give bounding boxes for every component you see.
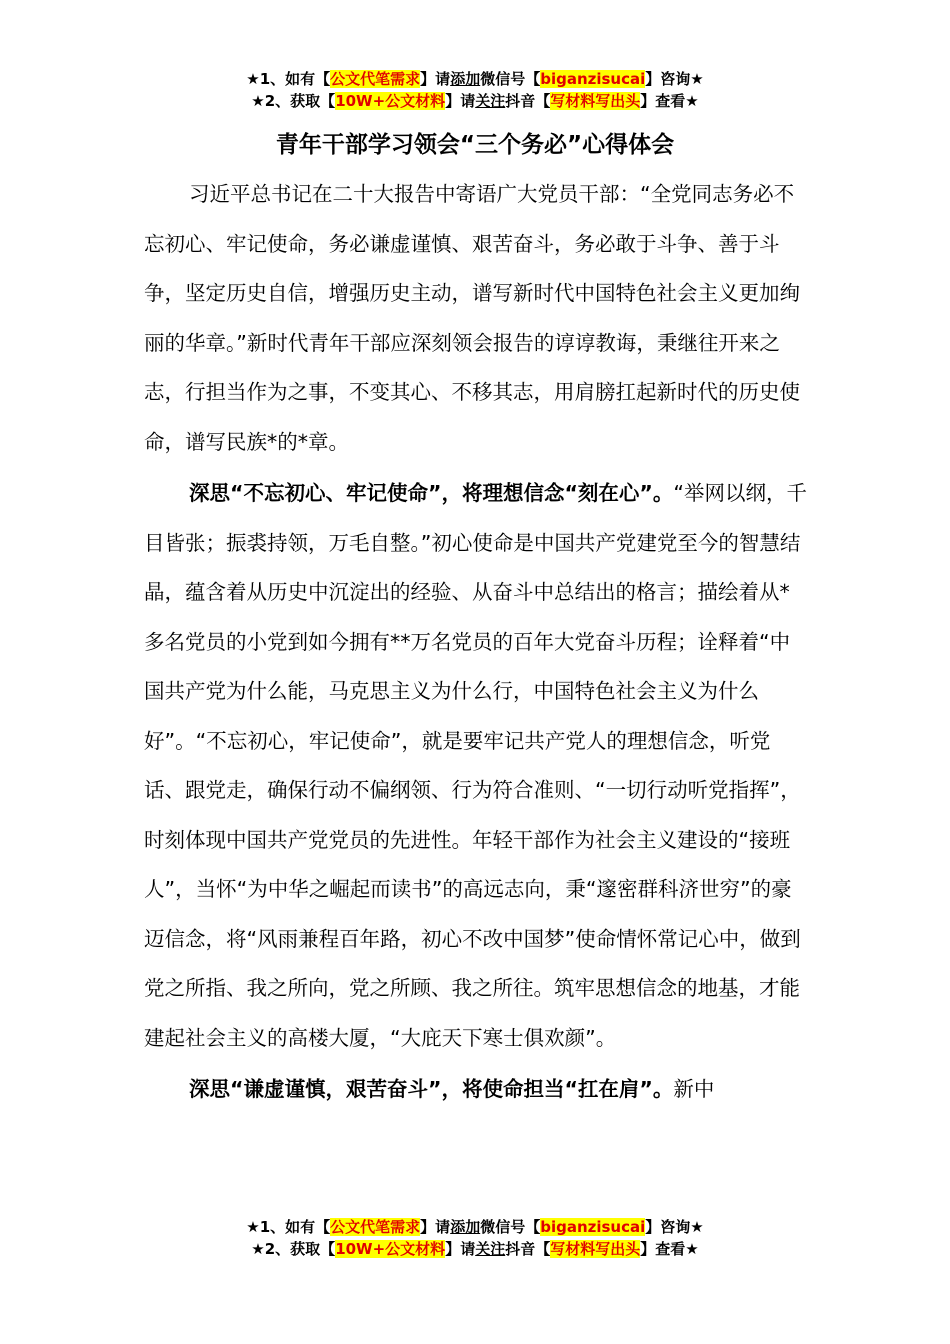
paragraph-2-text: “举网以纲，千目皆张；振裘持领，万毛自整。”初心使命是中国共产党建党至今的智慧结晶，蕴含着从历史中沉淀出的经验、从奋斗中总结出的格言；描绘着从*多名党员的小党到如今拥有**万名党员的百年大党奋斗历程；诠释着“中国共产党为什么能，马克思主义为什么行，中国特色社会主义为什么好”。“不忘初心，牢记使命”，就是要牢记共产党人的理想信念，听党话、跟党走，确保行动不偏纲领、行为符合准则、“一切行动听党指挥”，时刻体现中国共产党党员的先进性。年轻干部作为社会主义建设的“接班人”，当怀“为中华之崛起而读书”的高远志向，秉“邃密群科济世穷”的豪迈信念，将“风雨兼程百年路，初心不改中国梦”使命情怀常记心中，做到党之所指、我之所向，党之所顾、我之所往。筑牢思想信念的地基，才能建起社会主义的高楼大厦，“大庇天下寒士俱欢颜”。 (144, 481, 808, 1050)
douyin-account-highlight: 写材料写出头 (550, 1240, 641, 1258)
service-highlight: 公文代笔需求 (330, 1218, 421, 1236)
paragraph-3 (144, 1065, 808, 1115)
paragraph-1: 习近平总书记在二十大报告中寄语广大党员干部：“全党同志务必不忘初心、牢记使命，务必谦虚谨慎、艰苦奋斗，务必敢于斗争、善于斗争，坚定历史自信，增强历史主动，谱写新时代中国特色社会主义更加绚丽的华章。”新时代青年干部应深刻领会报告的谆谆教诲，秉继往开来之志，行担当作为之事，不变其心、不移其志，用肩膀扛起新时代的历史使命，谱写民族*的*章。 (144, 182, 800, 454)
wechat-id-highlight: biganzisucai (540, 70, 646, 88)
footer-banner-line-1: ★1、如有【公文代笔需求】请添加微信号【biganzisucai】咨询★ (246, 1218, 704, 1236)
footer-banner-line-2: ★2、获取【10W+公文材料】请关注抖音【写材料写出头】查看★ (251, 1240, 699, 1258)
footer-banner (0, 1216, 950, 1260)
header-banner-line-2: ★2、获取【10W+公文材料】请关注抖音【写材料写出头】查看★ (251, 92, 699, 110)
document-title: 青年干部学习领会“三个务必”心得体会 (275, 132, 675, 158)
paragraph-2 (144, 469, 808, 1063)
paragraph-2-heading: 深思“不忘初心、牢记使命”，将理想信念“刻在心”。 (189, 481, 674, 505)
paragraph-3-heading: 深思“谦虚谨慎，艰苦奋斗”，将使命担当“扛在肩”。 (189, 1077, 674, 1101)
wechat-id-highlight: biganzisucai (540, 1218, 646, 1236)
materials-highlight: 10W+公文材料 (335, 92, 446, 110)
document-body (144, 170, 808, 1115)
service-highlight: 公文代笔需求 (330, 70, 421, 88)
materials-highlight: 10W+公文材料 (335, 1240, 446, 1258)
header-banner-line-1: ★1、如有【公文代笔需求】请添加微信号【biganzisucai】咨询★ (246, 70, 704, 88)
douyin-account-highlight: 写材料写出头 (550, 92, 641, 110)
paragraph-3-text: 新中 (673, 1077, 715, 1101)
header-banner (0, 68, 950, 112)
